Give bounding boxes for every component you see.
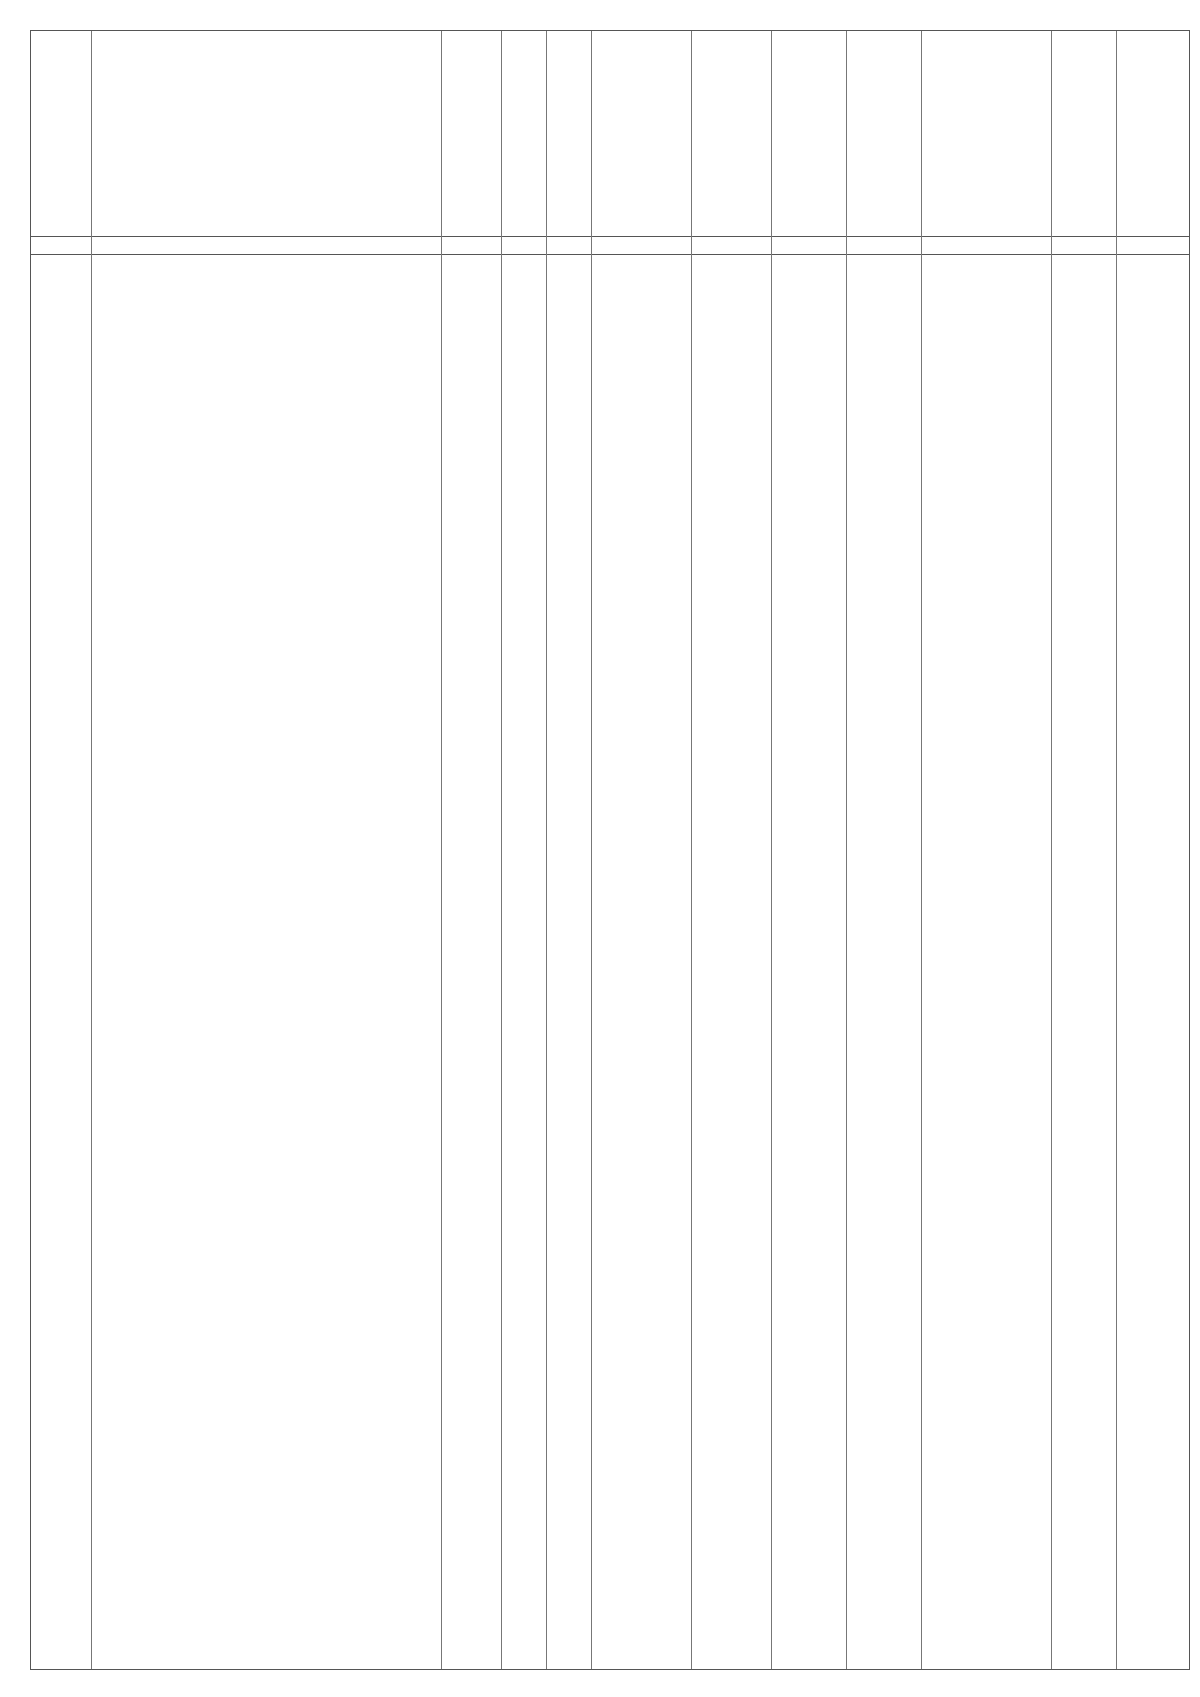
table-row — [31, 254, 1189, 514]
column-number-band — [31, 236, 1189, 255]
table-row — [31, 514, 1189, 774]
table-header-band — [31, 31, 1189, 237]
capital-repair-table — [30, 30, 1190, 1670]
table-row — [31, 1294, 1189, 1554]
table-row — [31, 774, 1189, 1034]
table-row — [31, 1034, 1189, 1294]
table-body — [31, 254, 1189, 1669]
